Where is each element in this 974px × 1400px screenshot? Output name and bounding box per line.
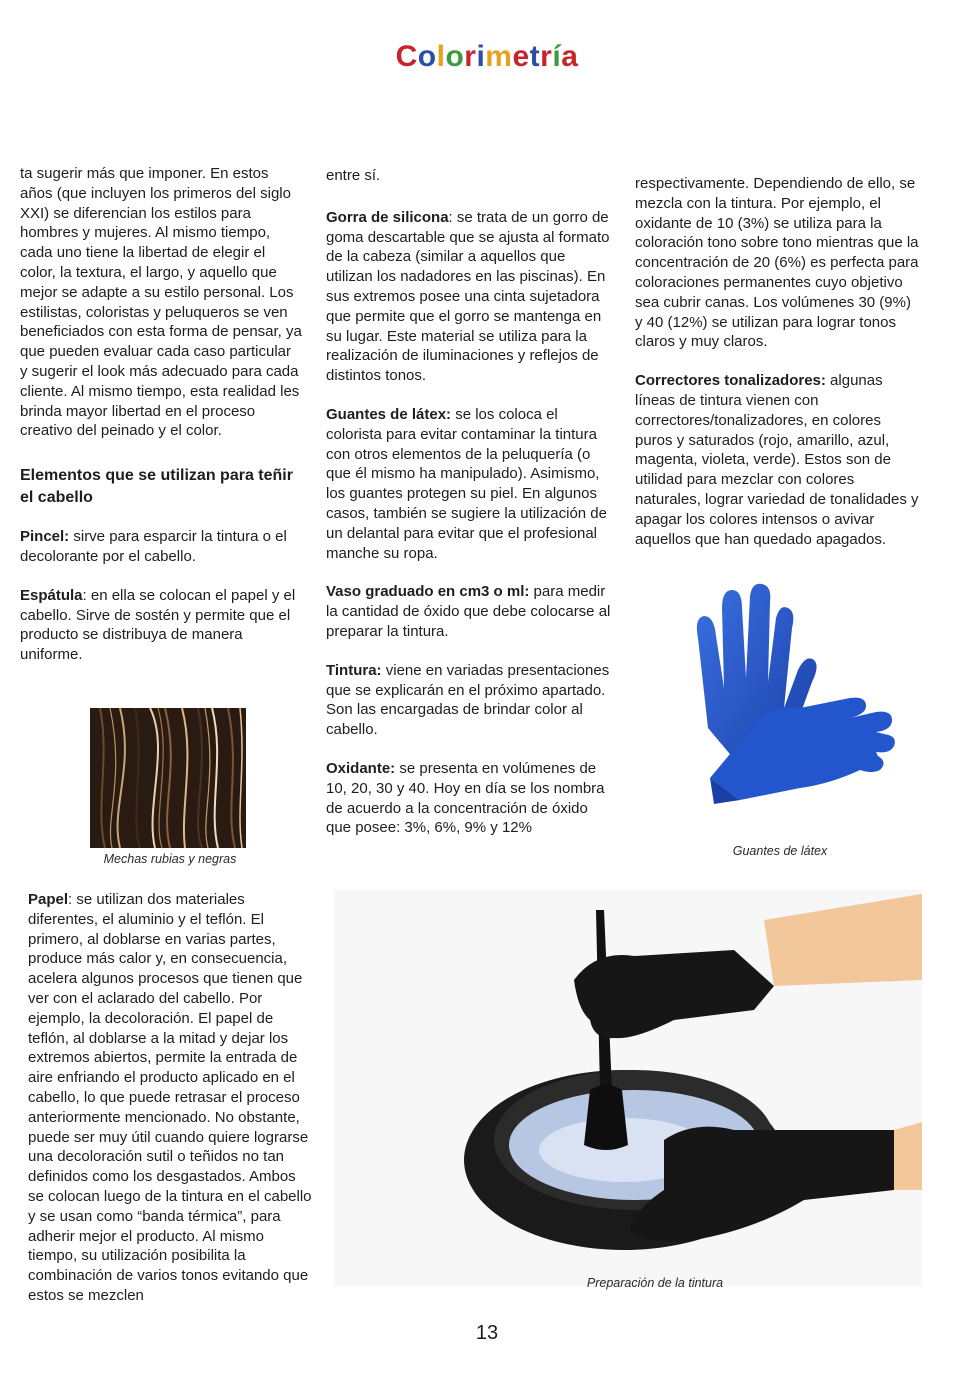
title-letter: o bbox=[445, 40, 465, 73]
vaso-paragraph bbox=[326, 582, 612, 641]
title-letter: a bbox=[561, 40, 579, 73]
title-letter: r bbox=[540, 40, 553, 73]
title-letter: í bbox=[552, 40, 562, 73]
title-letter: i bbox=[476, 40, 486, 73]
vaso-text: para medir la cantidad de óxido que debe colocarse al preparar la tintura. bbox=[326, 583, 611, 640]
title-letter: l bbox=[436, 40, 446, 73]
correctores-term: Correctores tonalizadores: bbox=[635, 372, 826, 390]
hair-image-caption: Mechas rubias y negras bbox=[103, 852, 237, 866]
tintura-text: viene en variadas presentaciones que se explicarán en el próximo apartado. Son las encargadas de brindar color al cabello. bbox=[326, 661, 610, 739]
title-letter: t bbox=[529, 40, 541, 73]
col1-intro: ta sugerir más que imponer. En estos años (que incluyen los primeros del siglo XXI) se diferencian los estilos para hombres y mujeres. Al mismo tiempo, cada uno tiene la libertad de elegir el color, la textura, el largo, y aquello que mejor se adapte a su estilo personal. Los estilistas, coloristas y peluqueros se ven beneficiados con esta forma de pensar, ya que pueden evaluar cada caso particular y sugerir el look más adecuado para cada cliente. Al mismo tiempo, esta realidad les brinda mayor libertad en el proceso creativo del peinado y el color. bbox=[20, 165, 302, 440]
column-3 bbox=[635, 174, 921, 568]
title-letter: m bbox=[485, 40, 513, 73]
tintura-term: Tintura: bbox=[326, 661, 382, 679]
espatula-term: Espátula bbox=[20, 586, 83, 604]
bowl-caption: Preparación de la tintura bbox=[586, 1276, 724, 1290]
correctores-text: algunas líneas de tintura vienen con correctores/tonalizadores, en colores puros y saturados (rojo, amarillo, azul, magenta, violeta, verde). Estos son de utilidad para mezclar con colores naturales, lograr variedad de tonalidades y apagar los colores intensos o avivar aquellos que han quedado apagados. bbox=[635, 372, 919, 548]
dye-preparation-image bbox=[334, 890, 922, 1286]
papel-text: : se utilizan dos materiales diferentes, el aluminio y el teflón. El primero, al doblarse en varias partes, produce más calor y, en consecuencia, acelera algunos procesos que tienen que ver con el aclarado del cabello. Por ejemplo, la decoloración. El papel de teflón, al doblarse a la mitad y dejar los extremos abiertos, permite la entrada de aire enfriando el producto aplicado en el cabello, lo que puede retrasar el proceso anteriormente mencionado. No obstante, puede ser muy útil cuando quiere lograrse una decoloración sutil o teñidos no tan definidos como los desgastados. Ambos se colocan luego de la tintura en el cabello y se usan como “banda térmica”, para adherir mejor el producto. Al mismo tiempo, su utilización posibilita la combinación de varios tonos evitando que estos se mezclen bbox=[28, 891, 312, 1304]
title-letter: C bbox=[395, 40, 418, 73]
title-letter: o bbox=[417, 40, 437, 73]
pincel-term: Pincel: bbox=[20, 528, 70, 546]
gorra-term: Gorra de silicona bbox=[326, 208, 449, 226]
oxidante-paragraph bbox=[326, 759, 612, 838]
gorra-text: : se trata de un gorro de goma descartable que se ajusta al formato de la cabeza (similar a aquellos que utilizan los nadadores en las piscinas). En sus extremos posee una cinta sujetadora que permite que el gorro se mantenga en su lugar. Este material se utiliza para la realización de iluminaciones y reflejos de distintos tonos. bbox=[326, 208, 610, 385]
section-heading: Elementos que se utilizan para teñir el cabello bbox=[20, 467, 293, 507]
title-letter: r bbox=[464, 40, 477, 73]
gorra-paragraph bbox=[326, 208, 612, 386]
tintura-paragraph bbox=[326, 661, 612, 740]
papel-term: Papel bbox=[28, 891, 69, 908]
page-number: 13 bbox=[475, 1322, 499, 1344]
vaso-term: Vaso graduado en cm3 o ml: bbox=[326, 583, 530, 601]
guantes-term: Guantes de látex: bbox=[326, 405, 452, 423]
papel-paragraph bbox=[28, 890, 314, 1306]
gloves-caption: Guantes de látex bbox=[732, 844, 828, 858]
correctores-paragraph bbox=[635, 371, 921, 549]
title-letter: e bbox=[512, 40, 530, 73]
guantes-paragraph bbox=[326, 405, 612, 563]
oxidante-text: se presenta en volúmenes de 10, 20, 30 y 40. Hoy en día se los nombra de acuerdo a la concentración de óxido que posee: 3%, 6%, 9% y 12% bbox=[326, 759, 605, 837]
guantes-text: se los coloca el colorista para evitar contaminar la tintura con otros elementos de la peluquería (o que él mismo ha manipulado). Asimismo, los guantes protegen su piel. En algunos casos, también se sugiere la utilización de un delantal para evitar que el profesional manche su ropa. bbox=[326, 405, 607, 562]
page-title bbox=[0, 40, 974, 74]
pincel-paragraph bbox=[20, 527, 302, 567]
column-1-lower bbox=[28, 890, 314, 1325]
pincel-text: sirve para esparcir la tintura o el decolorante por el cabello. bbox=[20, 528, 287, 565]
espatula-paragraph bbox=[20, 586, 302, 665]
col3-intro: respectivamente. Dependiendo de ello, se mezcla con la tintura. Por ejemplo, el oxidante de 10 (3%) se utiliza para la coloración tono sobre tono mientras que la concentración de 20 (6%) es perfecta para coloraciones permanentes cuyo objetivo sea cubrir canas. Los volúmenes 30 (9%) y 40 (12%) se utilizan para lograr tonos claros y muy claros. bbox=[635, 175, 919, 351]
latex-gloves-image bbox=[680, 578, 910, 808]
oxidante-term: Oxidante: bbox=[326, 759, 396, 777]
column-1 bbox=[20, 164, 302, 684]
hair-streaks-image bbox=[90, 708, 246, 848]
column-2 bbox=[326, 166, 612, 857]
espatula-text: : en ella se colocan el papel y el cabello. Sirve de sostén y permite que el producto se distribuya de manera uniforme. bbox=[20, 586, 296, 664]
col2-intro: entre sí. bbox=[326, 167, 381, 184]
